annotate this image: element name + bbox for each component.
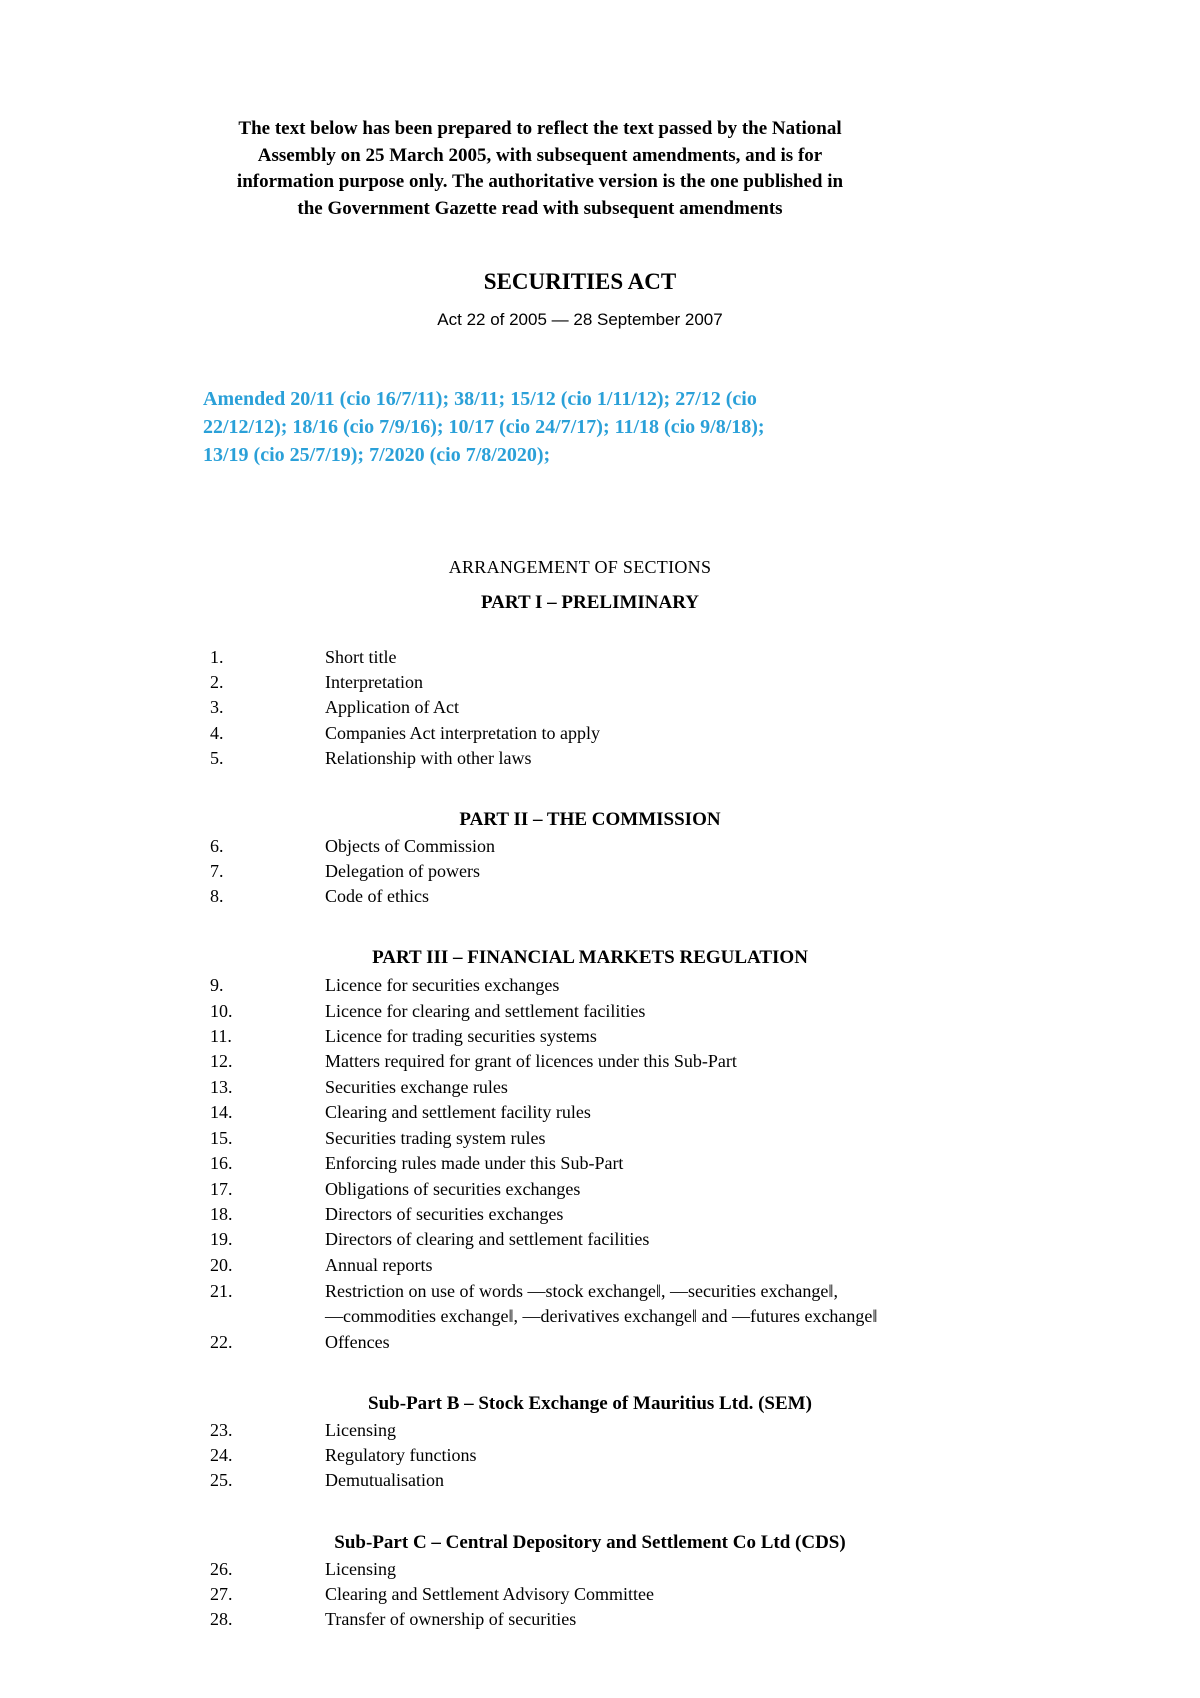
section-title: Annual reports xyxy=(325,1255,433,1275)
section-title: Objects of Commission xyxy=(325,836,495,856)
section-title: Securities trading system rules xyxy=(325,1128,546,1148)
section-number: 8. xyxy=(210,886,224,906)
section-title: Short title xyxy=(325,647,397,667)
section-number: 18. xyxy=(210,1204,233,1224)
section-number: 22. xyxy=(210,1332,233,1352)
disclaimer-line: information purpose only. The authoritative version is the one published in xyxy=(236,171,844,192)
section-title: Licensing xyxy=(325,1559,396,1579)
section-title: Licensing xyxy=(325,1420,396,1440)
section-title: Interpretation xyxy=(325,672,423,692)
section-number: 4. xyxy=(210,723,224,743)
amendment-line: 13/19 (cio 25/7/19); 7/2020 (cio 7/8/2020); xyxy=(203,444,551,466)
section-title: Licence for securities exchanges xyxy=(325,975,560,995)
section-title: Application of Act xyxy=(325,697,459,717)
section-number: 23. xyxy=(210,1420,233,1440)
section-number: 5. xyxy=(210,748,224,768)
section-number: 10. xyxy=(210,1001,233,1021)
section-number: 12. xyxy=(210,1051,233,1071)
section-title: Clearing and Settlement Advisory Committee xyxy=(325,1584,654,1604)
section-title: Transfer of ownership of securities xyxy=(325,1609,577,1629)
amendment-history xyxy=(203,385,933,469)
amendment-line: Amended 20/11 (cio 16/7/11); 38/11; 15/12 (cio 1/11/12); 27/12 (cio xyxy=(203,388,757,410)
section-number: 19. xyxy=(210,1229,233,1249)
part-heading: PART III – FINANCIAL MARKETS REGULATION xyxy=(372,947,808,968)
section-title-continuation: ―commodities exchange‖, ―derivatives exchange‖ and ―futures exchange‖ xyxy=(325,1306,878,1326)
disclaimer-notice xyxy=(160,116,920,222)
act-subtitle: Act 22 of 2005 — 28 September 2007 xyxy=(437,310,723,329)
section-title: Obligations of securities exchanges xyxy=(325,1179,581,1199)
section-title: Code of ethics xyxy=(325,886,429,906)
section-title: Enforcing rules made under this Sub-Part xyxy=(325,1153,624,1173)
section-number: 15. xyxy=(210,1128,233,1148)
part-heading: Sub-Part B – Stock Exchange of Mauritius Ltd. (SEM) xyxy=(368,1393,812,1414)
section-title: Regulatory functions xyxy=(325,1445,477,1465)
amendment-line: 22/12/12); 18/16 (cio 7/9/16); 10/17 (cio 24/7/17); 11/18 (cio 9/8/18); xyxy=(203,416,765,438)
section-title: Directors of securities exchanges xyxy=(325,1204,564,1224)
section-title: Matters required for grant of licences under this Sub-Part xyxy=(325,1051,737,1071)
section-title: Delegation of powers xyxy=(325,861,480,881)
section-number: 11. xyxy=(210,1026,232,1046)
section-number: 2. xyxy=(210,672,224,692)
section-number: 21. xyxy=(210,1281,233,1301)
part-heading: PART II – THE COMMISSION xyxy=(459,809,721,830)
disclaimer-line: Assembly on 25 March 2005, with subsequent amendments, and is for xyxy=(257,144,823,166)
section-number: 14. xyxy=(210,1102,233,1122)
section-title: Offences xyxy=(325,1332,390,1352)
section-title: Restriction on use of words ―stock exchange‖, ―securities exchange‖, xyxy=(325,1281,838,1301)
section-number: 16. xyxy=(210,1153,233,1173)
section-number: 27. xyxy=(210,1584,233,1604)
section-number: 1. xyxy=(210,647,224,667)
section-title: Licence for trading securities systems xyxy=(325,1026,597,1046)
arrangement-heading: ARRANGEMENT OF SECTIONS xyxy=(448,557,712,577)
section-number: 24. xyxy=(210,1445,233,1465)
section-number: 9. xyxy=(210,975,224,995)
section-title: Demutualisation xyxy=(325,1470,444,1490)
section-title: Securities exchange rules xyxy=(325,1077,508,1097)
disclaimer-line: The text below has been prepared to reflect the text passed by the National xyxy=(238,118,842,139)
section-number: 28. xyxy=(210,1609,233,1629)
section-title: Companies Act interpretation to apply xyxy=(325,723,600,743)
part-heading: Sub-Part C – Central Depository and Settlement Co Ltd (CDS) xyxy=(334,1532,846,1553)
section-number: 3. xyxy=(210,697,224,717)
part-heading: PART I – PRELIMINARY xyxy=(480,592,700,613)
act-title: SECURITIES ACT xyxy=(483,269,677,294)
section-number: 7. xyxy=(210,861,224,881)
section-number: 13. xyxy=(210,1077,233,1097)
section-number: 26. xyxy=(210,1559,233,1579)
disclaimer-line: the Government Gazette read with subsequent amendments xyxy=(297,197,783,219)
section-number: 17. xyxy=(210,1179,233,1199)
section-title: Relationship with other laws xyxy=(325,748,532,768)
section-title: Clearing and settlement facility rules xyxy=(325,1102,591,1122)
section-title: Directors of clearing and settlement facilities xyxy=(325,1229,650,1249)
section-title: Licence for clearing and settlement facilities xyxy=(325,1001,646,1021)
section-number: 20. xyxy=(210,1255,233,1275)
section-number: 25. xyxy=(210,1470,233,1490)
section-number: 6. xyxy=(210,836,224,856)
